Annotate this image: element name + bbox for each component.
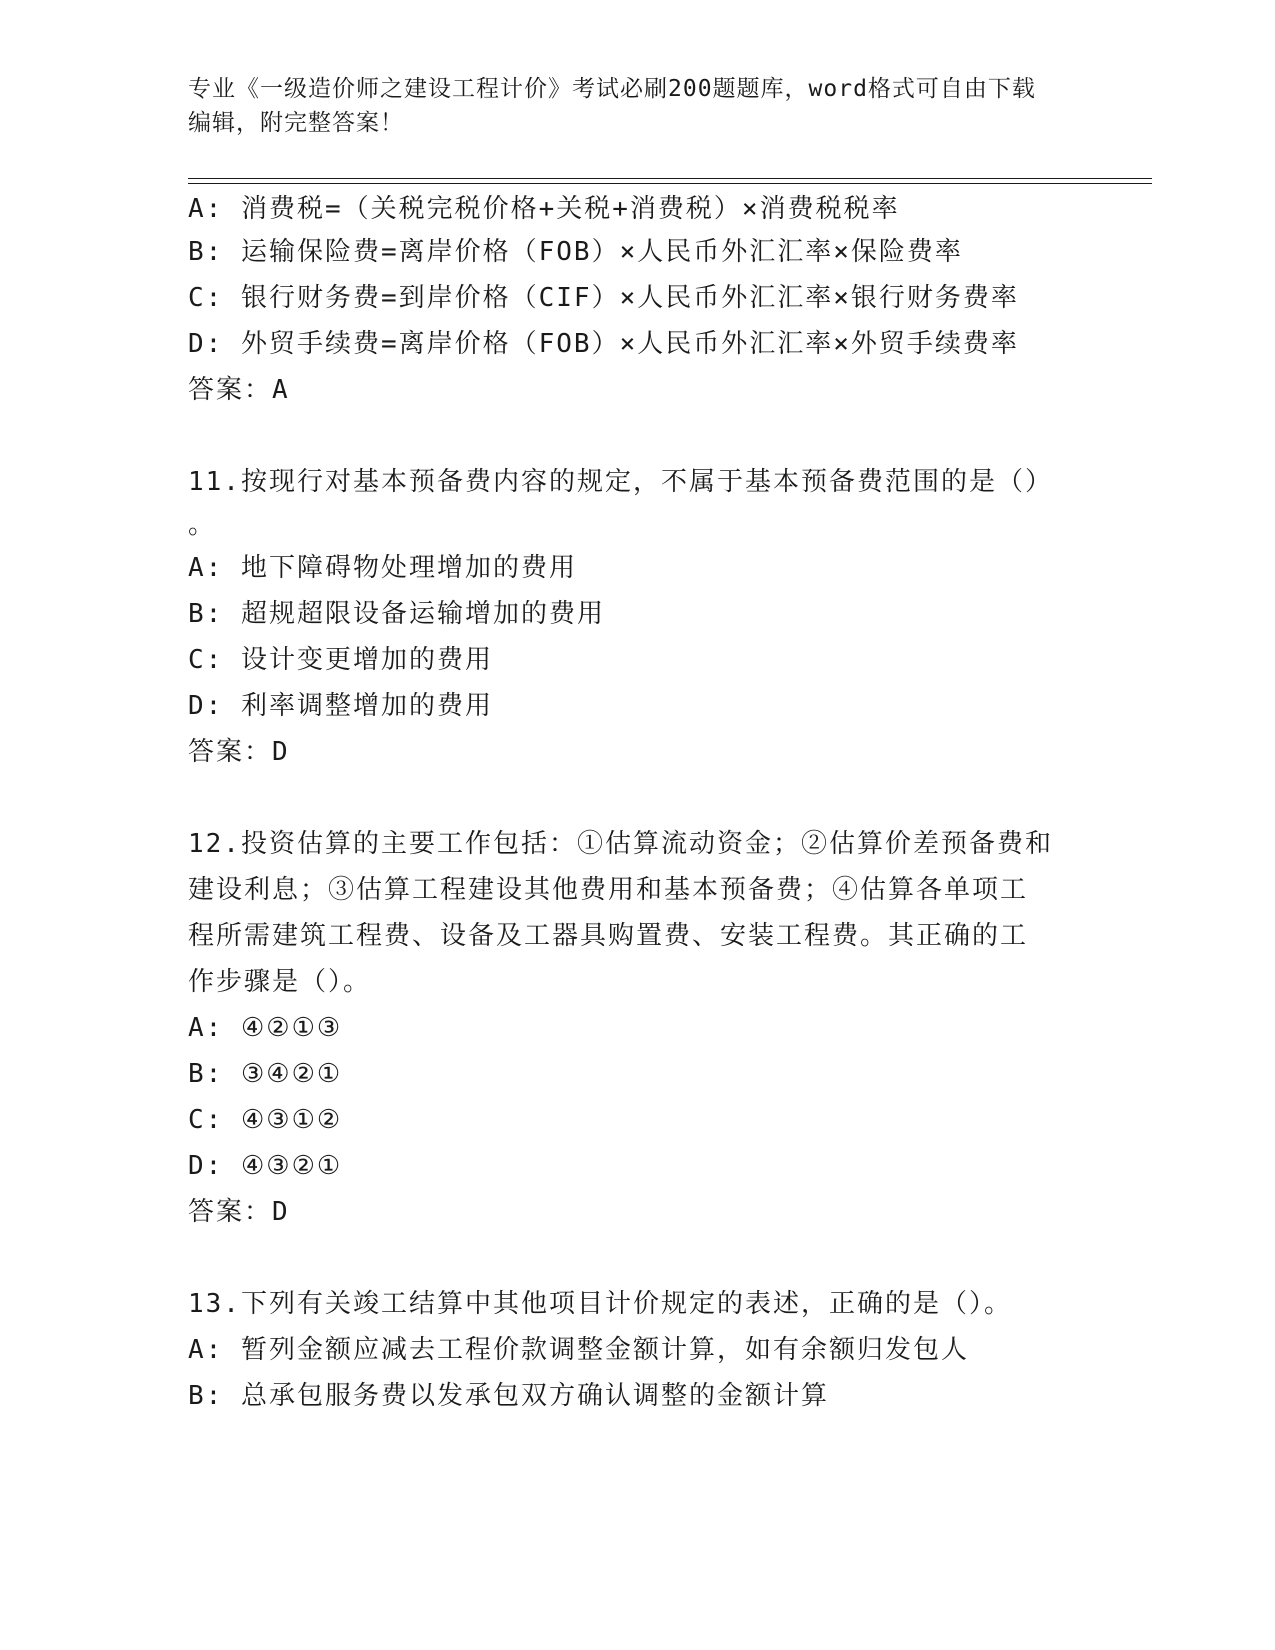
q12-option-b: B: ③④②① bbox=[188, 1059, 343, 1089]
q11-option-d: D: 利率调整增加的费用 bbox=[188, 691, 493, 721]
q10-option-c: C: 银行财务费=到岸价格（CIF）×人民币外汇汇率×银行财务费率 bbox=[188, 283, 1019, 313]
header-line-1: 专业《一级造价师之建设工程计价》考试必刷200题题库，word格式可自由下载 bbox=[188, 76, 1036, 102]
question-12 bbox=[188, 821, 1088, 1235]
q12-option-d: D: ④③②① bbox=[188, 1151, 343, 1181]
q12-answer-label: 答案： bbox=[188, 1197, 273, 1227]
q12-stem-line-3: 程所需建筑工程费、设备及工器具购置费、安装工程费。其正确的工 bbox=[188, 921, 1029, 951]
q11-option-c: C: 设计变更增加的费用 bbox=[188, 645, 493, 675]
q12-option-c: C: ④③①② bbox=[188, 1105, 343, 1135]
header-rule-top bbox=[188, 178, 1152, 179]
question-content bbox=[188, 189, 1088, 1419]
header-rule-bottom bbox=[188, 183, 1152, 184]
question-11 bbox=[188, 459, 1088, 775]
q11-answer-value: D bbox=[272, 737, 289, 767]
q11-stem-line-2: 。 bbox=[188, 510, 217, 540]
spacer bbox=[188, 1235, 1088, 1281]
document-header bbox=[188, 72, 1068, 140]
q13-option-b: B: 总承包服务费以发承包双方确认调整的金额计算 bbox=[188, 1381, 829, 1411]
q11-option-a: A: 地下障碍物处理增加的费用 bbox=[188, 553, 577, 583]
q12-stem-line-1: 12.投资估算的主要工作包括：①估算流动资金；②估算价差预备费和 bbox=[188, 829, 1053, 859]
q11-answer-label: 答案： bbox=[188, 737, 273, 767]
question-13 bbox=[188, 1281, 1088, 1419]
q10-option-a: A: 消费税=（关税完税价格+关税+消费税）×消费税税率 bbox=[188, 194, 900, 224]
q11-option-b: B: 超规超限设备运输增加的费用 bbox=[188, 599, 605, 629]
q10-option-b: B: 运输保险费=离岸价格（FOB）×人民币外汇汇率×保险费率 bbox=[188, 237, 963, 267]
q11-stem-line-1: 11.按现行对基本预备费内容的规定，不属于基本预备费范围的是（） bbox=[188, 467, 1053, 497]
header-line-2: 编辑，附完整答案！ bbox=[188, 110, 404, 136]
spacer bbox=[188, 413, 1088, 459]
q13-option-a: A: 暂列金额应减去工程价款调整金额计算，如有余额归发包人 bbox=[188, 1335, 969, 1365]
q10-option-d: D: 外贸手续费=离岸价格（FOB）×人民币外汇汇率×外贸手续费率 bbox=[188, 329, 1019, 359]
question-10 bbox=[188, 189, 1088, 413]
q10-answer bbox=[188, 367, 1088, 413]
q10-answer-label: 答案： bbox=[188, 375, 273, 405]
q10-answer-value: A bbox=[272, 375, 289, 405]
q12-stem-line-2: 建设利息；③估算工程建设其他费用和基本预备费；④估算各单项工 bbox=[188, 875, 1029, 905]
q12-option-a: A: ④②①③ bbox=[188, 1013, 343, 1043]
spacer bbox=[188, 775, 1088, 821]
q12-answer bbox=[188, 1189, 1088, 1235]
q12-answer-value: D bbox=[272, 1197, 289, 1227]
q12-stem-line-4: 作步骤是（）。 bbox=[188, 967, 372, 997]
q11-answer bbox=[188, 729, 1088, 775]
q13-stem-line-1: 13.下列有关竣工结算中其他项目计价规定的表述，正确的是（）。 bbox=[188, 1289, 1012, 1319]
